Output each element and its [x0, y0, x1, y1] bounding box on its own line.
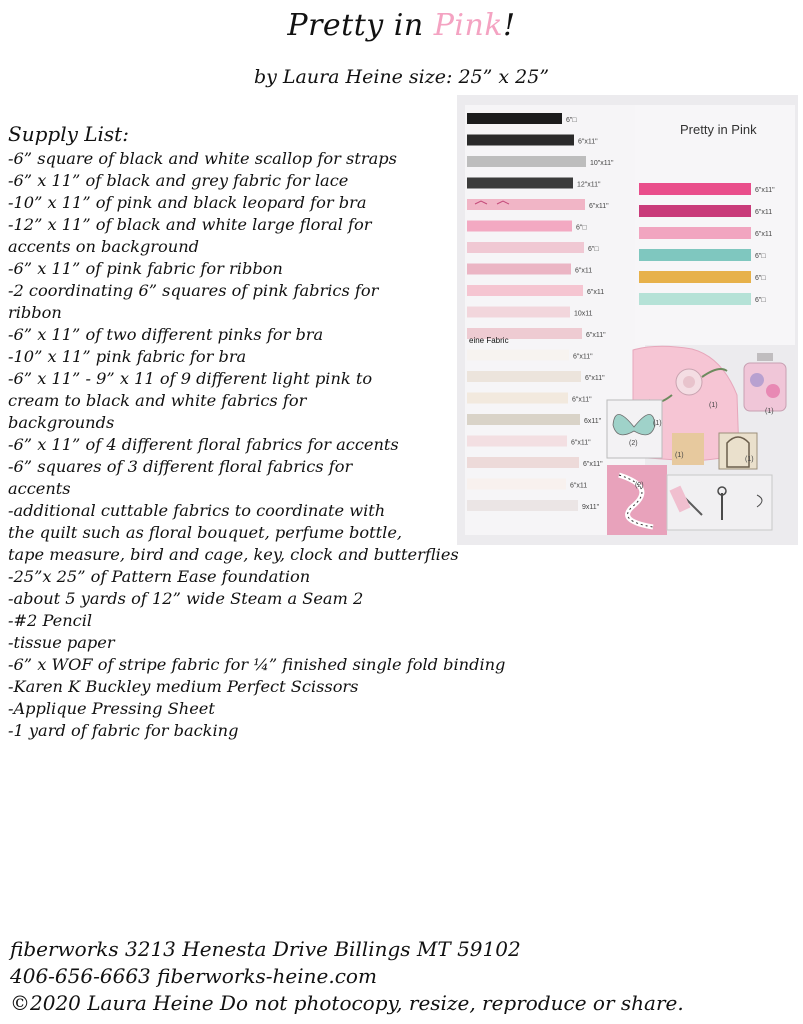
fabric-strip [467, 500, 578, 511]
strip-size-label: 6"x11 [575, 267, 593, 275]
title-main: Pretty in [287, 8, 434, 43]
supply-list-line: -6” x 11” - 9” x 11 of 9 different light pink to [8, 369, 373, 388]
supply-list-line: tape measure, bird and cage, key, clock and butterflies [8, 545, 459, 564]
piece-number-label: (2) [629, 440, 638, 447]
strip-size-label: 6"□ [755, 297, 766, 304]
fabric-strip [467, 371, 581, 382]
footer-copyright: ©2020 Laura Heine Do not photocopy, resize, reproduce or share. [10, 991, 684, 1015]
footer [10, 936, 800, 1017]
piece-number-label: (1) [709, 402, 718, 409]
supply-list-line: -6” x 11” of pink fabric for ribbon [8, 259, 283, 278]
supply-list-line: -6” x WOF of stripe fabric for ¼” finished single fold binding [8, 655, 506, 674]
strip-size-label: 6"x11" [572, 396, 592, 404]
strip-size-label: 6"x11 [755, 231, 773, 238]
page-title [0, 8, 803, 43]
supply-list-line: -Applique Pressing Sheet [8, 699, 215, 718]
supply-list-line: -1 yard of fabric for backing [8, 721, 239, 740]
fabric-strip [467, 113, 562, 124]
fabric-strip [467, 199, 585, 210]
fabric-sample-board [457, 95, 798, 545]
title-pink-word: Pink [433, 8, 504, 43]
piece-number-label: (2) [635, 482, 644, 489]
fabric-strip [467, 264, 571, 275]
fabric-strip [467, 135, 574, 146]
piece-number-label: (1) [653, 420, 662, 427]
fabric-strip [467, 479, 566, 490]
supply-list-line: -additional cuttable fabrics to coordinate with [8, 501, 386, 520]
strip-size-label: 6"x11" [586, 332, 606, 339]
fabric-strip [467, 178, 573, 189]
strip-size-label: 6"□ [755, 253, 766, 260]
fabric-strip [639, 183, 751, 195]
strip-size-label: 6"□ [566, 117, 577, 124]
fabric-strip [467, 307, 570, 318]
fabric-strip [639, 205, 751, 217]
strip-size-label: 10"x11" [590, 160, 614, 167]
fabric-strip [467, 350, 569, 361]
footer-address: fiberworks 3213 Henesta Drive Billings MT 59102 [10, 937, 521, 961]
fabric-strip [467, 393, 568, 404]
piece-number-label: (1) [675, 452, 684, 459]
supply-list-line: cream to black and white fabrics for [8, 391, 307, 410]
supply-list-line: -tissue paper [8, 633, 115, 652]
fabric-strip [639, 227, 751, 239]
fabric-strip [639, 271, 751, 283]
supply-list-line: -Karen K Buckley medium Perfect Scissors [8, 677, 359, 696]
piece-number-label: (1) [765, 408, 774, 415]
strip-size-label: 6"x11" [755, 187, 775, 194]
supply-list-line: -6” x 11” of black and grey fabric for lace [8, 171, 349, 190]
strip-size-label: 6"□ [755, 275, 766, 282]
strip-size-label: 6"x11" [589, 203, 609, 210]
supply-list-line: accents [8, 479, 71, 498]
bird-cage-piece [719, 433, 757, 469]
strip-brand-text: eine Fabric [469, 336, 509, 345]
supply-list-line: backgrounds [8, 413, 115, 432]
supply-list-heading: Supply List: [8, 122, 129, 146]
supply-list-line: -12” x 11” of black and white large floral for [8, 215, 372, 234]
strip-size-label: 6"x11" [578, 138, 598, 146]
fabric-strip [467, 285, 583, 296]
footer-contact: 406-656-6663 fiberworks-heine.com [10, 964, 377, 988]
strip-size-label: 10x11 [574, 310, 593, 318]
strip-size-label: 9x11" [582, 504, 600, 511]
supply-list-line: accents on background [8, 237, 200, 256]
title-end: ! [503, 8, 516, 43]
photo-caption: Pretty in Pink [680, 122, 757, 137]
supply-list-line: ribbon [8, 303, 62, 322]
supply-list-line: -10” x 11” pink fabric for bra [8, 347, 247, 366]
fabric-sample-photo [457, 95, 798, 545]
supply-list-line: -6” square of black and white scallop for straps [8, 149, 397, 168]
supply-list-line: -6” x 11” of two different pinks for bra [8, 325, 324, 344]
byline: by Laura Heine size: 25” x 25” [253, 66, 550, 88]
strip-size-label: 6"x11 [587, 289, 605, 296]
strip-size-label: 6"x11 [570, 482, 588, 490]
strip-size-label: 6"x11" [573, 353, 593, 361]
supply-list-line: the quilt such as floral bouquet, perfume bottle, [8, 523, 403, 542]
strip-size-label: 6"□ [588, 246, 599, 253]
fabric-strip [467, 436, 567, 447]
supply-list-line: -about 5 yards of 12” wide Steam a Seam 2 [8, 589, 364, 608]
strip-size-label: 6"□ [576, 224, 587, 232]
strip-size-label: 6x11" [584, 418, 602, 425]
supply-list-line: -#2 Pencil [8, 611, 93, 630]
strip-size-label: 6"x11" [571, 439, 591, 447]
fabric-strip [467, 414, 580, 425]
supply-list-line: -6” x 11” of 4 different floral fabrics for accents [8, 435, 399, 454]
strip-size-label: 6"x11" [585, 375, 605, 382]
fabric-strip [639, 249, 751, 261]
supply-list-line: -6” squares of 3 different floral fabrics for [8, 457, 353, 476]
fabric-strip [467, 242, 584, 253]
fabric-strip [467, 156, 586, 167]
strip-size-label: 12"x11" [577, 181, 601, 189]
strip-size-label: 6"x11 [755, 209, 773, 216]
strip-size-label: 6"x11" [583, 461, 603, 468]
fabric-strip [467, 221, 572, 232]
fabric-strip [467, 457, 579, 468]
piece-number-label: (1) [745, 456, 754, 463]
supply-list-line: -10” x 11” of pink and black leopard for bra [8, 193, 367, 212]
supply-list-line: -2 coordinating 6” squares of pink fabrics for [8, 281, 379, 300]
fabric-square-1 [672, 433, 704, 465]
perfume-bottle [744, 363, 786, 411]
supply-list-line: -25”x 25” of Pattern Ease foundation [8, 567, 311, 586]
fabric-strip [639, 293, 751, 305]
